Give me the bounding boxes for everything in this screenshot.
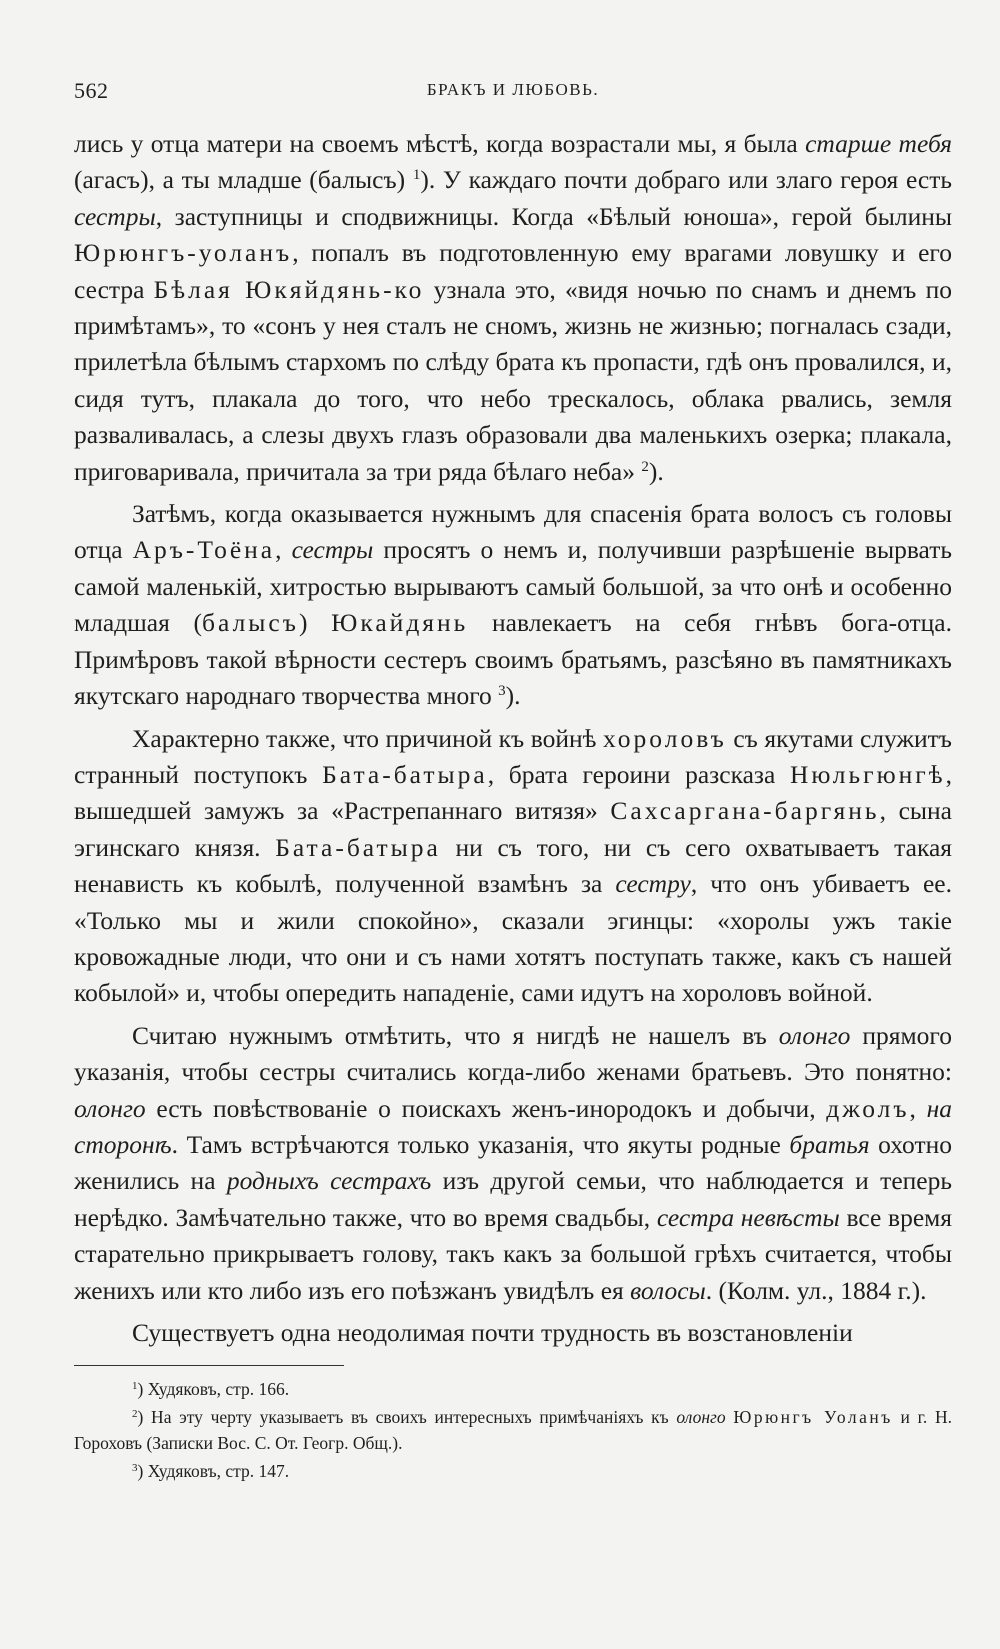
page-header <box>74 72 952 112</box>
paragraph-5: Существуетъ одна неодолимая почти трудность въ возстановленіи <box>132 1318 853 1347</box>
spaced-name: Бата-батыра <box>322 759 488 789</box>
footnote-number: 1 <box>132 1380 138 1393</box>
body-text <box>74 126 952 1351</box>
emphasis: старше тебя <box>805 129 952 158</box>
footnote-2: $^2$) На эту черту указываетъ въ своихъ интересныхъ примѣчаніяхъ къ олонго Юрюнгъ Уоланъ и г. Н. Гороховъ (Записки Вос. С. От. Геогр. Общ.). <box>74 1407 952 1454</box>
spaced-name: Бѣлая Юкяйдянь-ко <box>153 274 425 304</box>
emphasis: братья <box>789 1129 870 1159</box>
footnotes <box>74 1376 952 1484</box>
emphasis: сестры <box>74 201 156 231</box>
paragraph-4: Считаю нужнымъ отмѣтить, что я нигдѣ не нашелъ въ олонго прямого указанія, чтобы сестры считались когда-либо женами братьевъ. Это понятно: олонго есть повѣствованіе о поискахъ женъ-инородокъ и добычи, джолъ, на сторонѣ. Тамъ встрѣчаются только указанія, что якуты родные братья охотно женились на родныхъ сестрахъ изъ другой семьи, что наблюдается и теперь нерѣдко. Замѣчательно также, что во время свадьбы, сестра невѣсты все время старательно прикрываетъ голову, такъ какъ за большой грѣхъ считается, чтобы женихъ или кто либо изъ его поѣзжанъ увидѣлъ ея волосы. (Колм. ул., 1884 г.). <box>74 1020 952 1305</box>
spaced-name: балысъ <box>202 608 299 638</box>
spaced-name: Юрюнгъ-уоланъ <box>74 238 293 268</box>
emphasis: сестру <box>615 869 691 899</box>
paragraph-2: Затѣмъ, когда оказывается нужнымъ для спасенія брата волосъ съ головы отца Аръ-Тоёна, сестры просятъ о немъ и, получивши разрѣшеніе вырвать самой маленькій, хитростью вырываютъ самый большой, за что онѣ и особенно младшая (балысъ) Юкайдянь навлекаетъ на себя гнѣвъ бога-отца. Примѣровъ такой вѣрности сестеръ своимъ братьямъ, разсѣяно въ памятникахъ якутскаго народнаго творчества много $^3$). <box>74 499 952 711</box>
emphasis: олонго <box>676 1407 726 1428</box>
emphasis: сестра невѣсты <box>656 1202 840 1232</box>
footnote-number: 2 <box>132 1408 138 1421</box>
emphasis: на сторонѣ <box>74 1093 952 1159</box>
emphasis: олонго <box>74 1093 146 1123</box>
spaced-name: Бата-батыра <box>275 832 441 862</box>
spaced-name: Нюльгюнгѣ <box>789 759 946 789</box>
footnote-3: $^3$) Худяковъ, стр. 147. <box>132 1461 290 1482</box>
emphasis: сестры <box>291 535 374 565</box>
spaced-name: Юкайдянь <box>331 608 469 638</box>
running-head: БРАКЪ И ЛЮБОВЬ. <box>426 80 600 99</box>
page-number: 562 <box>74 78 109 103</box>
spaced-name: хороловъ <box>603 723 727 753</box>
spaced-name: Юрюнгъ Уоланъ <box>733 1407 893 1428</box>
spaced-name: джолъ <box>826 1093 910 1123</box>
footnote-divider <box>74 1365 344 1366</box>
spaced-name: Аръ-Тоёна <box>132 535 276 565</box>
emphasis: волосы <box>630 1275 706 1305</box>
footnote-ref: 1 <box>412 167 421 184</box>
emphasis: олонго <box>778 1020 851 1050</box>
emphasis: родныхъ сестрахъ <box>226 1166 432 1196</box>
paragraph-1: лись у отца матери на своемъ мѣстѣ, когда возрастали мы, я была старше тебя (агасъ), а ты младше (балысъ) $^1$). У каждаго почти добраго или злаго героя есть сестры, заступницы и сподвижницы. Когда «Бѣлый юноша», герой былины Юрюнгъ-уоланъ, попалъ въ подготовленную ему врагами ловушку и его сестра Бѣлая Юкяйдянь-ко узнала это, «видя ночью по снамъ и днемъ по примѣтамъ», то «сонъ у нея сталъ не сномъ, жизнь не жизнью; погналась сзади, прилетѣла бѣлымъ стархомъ по слѣду брата къ пропасти, гдѣ онъ провалился, и, сидя тутъ, плакала до того, что небо трескалось, облака рвались, земля разваливалась, а слезы двухъ глазъ образовали два маленькихъ озерка; плакала, приговаривала, причитала за три ряда бѣлаго неба» $^2$). <box>74 129 952 486</box>
footnote-1: $^1$) Худяковъ, стр. 166. <box>132 1379 290 1400</box>
footnote-ref: 3 <box>498 683 506 700</box>
footnote-number: 3 <box>132 1462 138 1475</box>
spaced-name: Сахсаргана-баргянь <box>610 796 880 826</box>
footnote-ref: 2 <box>641 458 649 475</box>
paragraph-3: Характерно также, что причиной къ войнѣ хороловъ съ якутами служитъ странный поступокъ Бата-батыра, брата героини разсказа Нюльгюнгѣ, вышедшей замужъ за «Растрепаннаго витязя» Сахсаргана-баргянь, сына эгинскаго князя. Бата-батыра ни съ того, ни съ сего охватываетъ такая ненависть къ кобылѣ, полученной взамѣнъ за сестру, что онъ убиваетъ ее. «Только мы и жили спокойно», сказали эгинцы: «хоролы ужъ такіе кровожадные люди, что они и съ нами хотятъ поступать также, какъ съ нашей кобылой» и, чтобы опередить нападеніе, сами идутъ на хороловъ войной. <box>74 723 952 1008</box>
